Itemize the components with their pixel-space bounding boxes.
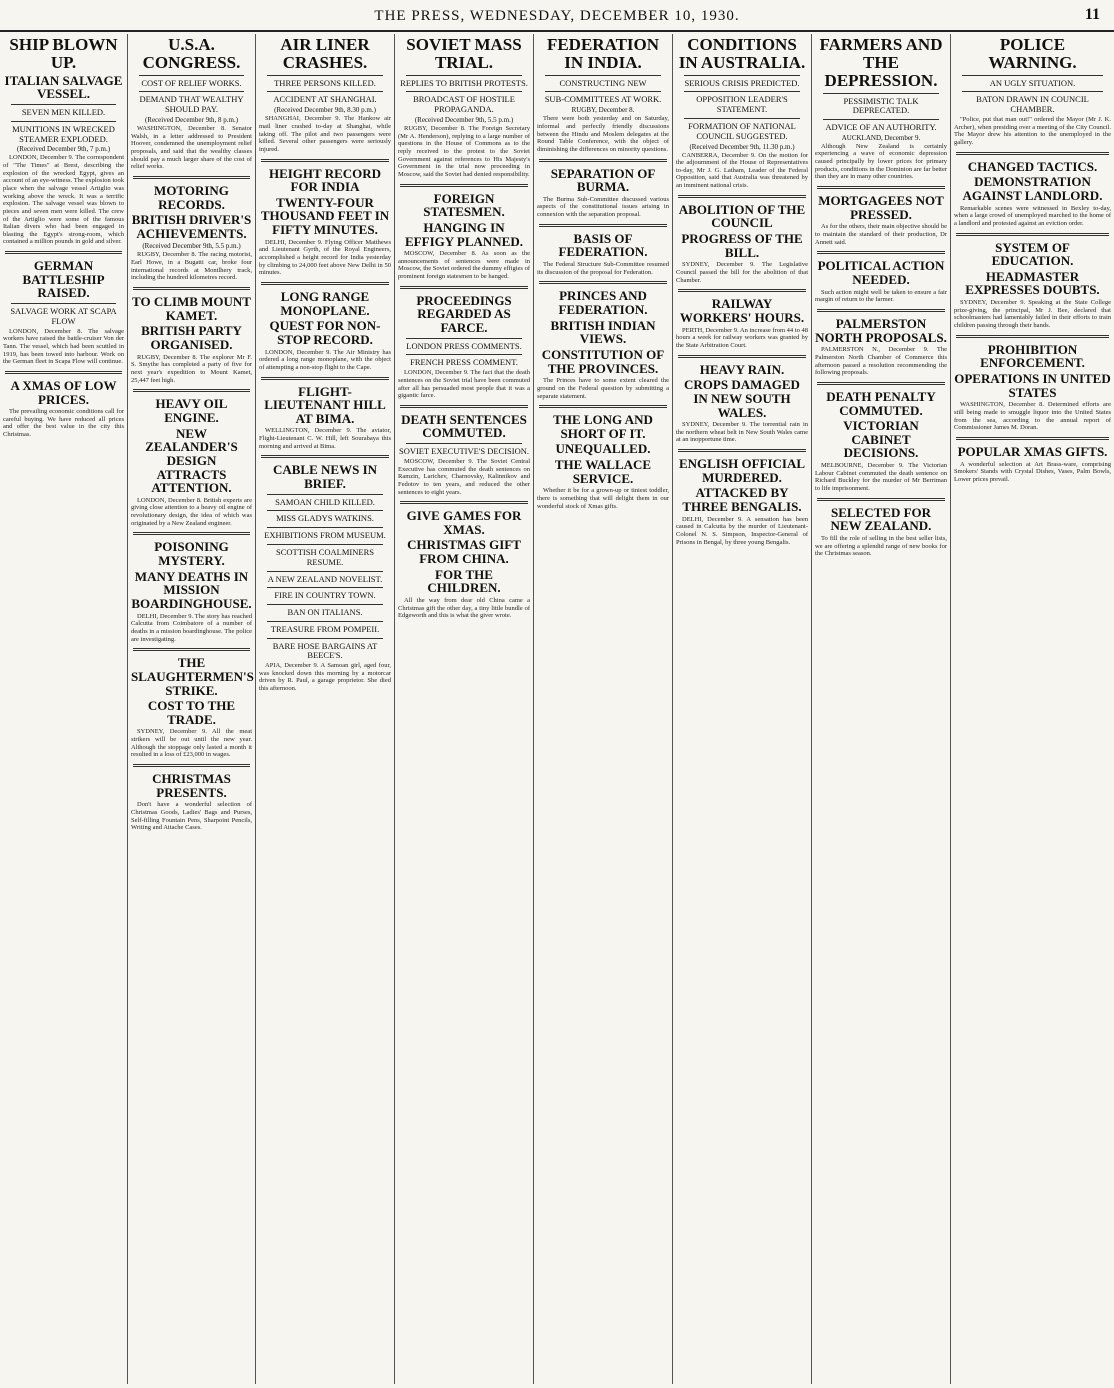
article-headline: GIVE GAMES FOR XMAS. [406, 508, 522, 537]
article-subheadline: CONSTRUCTING NEW [559, 77, 647, 88]
subhead-rule [823, 119, 939, 120]
subhead-rule [11, 104, 116, 105]
article-body [954, 461, 1111, 484]
article-paragraph: MOSCOW, December 8. As soon as the announcements of sentences were made in Moscow, the Soviet ordered the dummy effigies of prominent foreign statesmen to be hanged. [398, 250, 530, 281]
article-headline: DEATH PENALTY COMMUTED. [826, 388, 936, 418]
article-headline: A XMAS OF LOW PRICES. [10, 377, 117, 407]
article-subheadline: BARE HOSE BARGAINS AT BEECE'S. [272, 640, 378, 661]
article-body [676, 261, 808, 284]
article-subheadline: A NEW ZEALAND NOVELIST. [267, 573, 383, 584]
article-body [815, 462, 947, 493]
article-body [131, 125, 252, 171]
article-headline: FOREIGN STATESMEN. [423, 190, 505, 220]
article-headline: BRITISH DRIVER'S ACHIEVEMENTS. [131, 212, 252, 241]
article-paragraph: MELBOURNE, December 9. The Victorian Labour Cabinet commuted the death sentence on Richard Buckley for the murder of Mr Berriman to life imprisonment. [815, 462, 947, 493]
article-subheadline: EXHIBITIONS FROM MUSEUM. [264, 530, 386, 541]
article-headline: SELECTED FOR NEW ZEALAND. [830, 504, 932, 534]
subhead-rule [11, 303, 116, 304]
dateline: (Received December 9th, 7 p.m.) [16, 145, 111, 154]
dateline: (Received December 9th, 8 p.m.) [144, 115, 239, 124]
section-divider [261, 159, 389, 162]
subhead-rule [267, 621, 383, 622]
masthead [0, 0, 1114, 32]
section-divider [817, 498, 945, 501]
section-divider [261, 282, 389, 285]
subhead-rule [267, 494, 383, 495]
section-divider [817, 186, 945, 189]
article-paragraph: Whether it be for a grown-up or tiniest toddler, there is something that will delight them in our wonderful stock of Xmas gifts. [537, 487, 669, 510]
subhead-rule [267, 604, 383, 605]
article-headline: SOVIET MASS TRIAL. [406, 35, 522, 72]
article-column [673, 34, 812, 1384]
article-headline: QUEST FOR NON-STOP RECORD. [269, 318, 381, 347]
article-column [951, 34, 1114, 1384]
article-subheadline: AN UGLY SITUATION. [989, 77, 1076, 88]
article-headline: POPULAR XMAS GIFTS. [957, 443, 1108, 459]
article-subheadline: BROADCAST OF HOSTILE PROPAGANDA. [413, 94, 515, 115]
article-paragraph: Such action might well be taken to ensure a fair margin of return to the farmer. [815, 288, 947, 304]
dateline: (Received December 9th, 8.30 p.m.) [274, 106, 376, 115]
article-paragraph: There were both yesterday and on Saturday, informal and perfectly friendly discussions between the Hindu and Moslem delegates at the Round Table Conference, with the object of diminishing the differences on minority questions. [537, 115, 669, 153]
article-headline: OPERATIONS IN UNITED STATES [954, 370, 1111, 400]
article-headline: HEAVY OIL ENGINE. [155, 396, 228, 425]
section-divider [678, 289, 806, 292]
article-column [0, 34, 128, 1384]
article-paragraph: LONDON, December 9. The fact that the death sentences on the Soviet trial have been commuted after all has persuaded most people that it was a gigantic farce. [398, 369, 530, 400]
article-headline: MORTGAGEES NOT PRESSED. [818, 193, 944, 222]
article-paragraph: SYDNEY, December 9. All the meat strikers will be out until the new year. Although the stoppage only lasted a month it resulted in a loss of £23,000 in wages. [131, 728, 252, 759]
article-column [534, 34, 673, 1384]
article-paragraph: Although New Zealand is certainly experiencing a wave of economic depression caused principally by lower prices for primary products, conditions in the Dominion are far better than they are in many other countries. [815, 142, 947, 181]
article-paragraph: SYDNEY, December 9. Speaking at the State College prize-giving, the principal, Mr J. Bee, declared that schoolmasters had lamentably failed in their efforts to train children passing through their hands. [954, 299, 1111, 330]
article-paragraph: To fill the role of selling in the best seller lists, we are offering a splendid range of new books for the Christmas season. [815, 534, 947, 558]
article-headline: PROHIBITION ENFORCEMENT. [980, 341, 1085, 371]
article-body [259, 239, 391, 277]
article-headline: PALMERSTON NORTH PROPOSALS. [815, 315, 947, 345]
article-headline: UNEQUALLED. [555, 441, 651, 457]
dateline: (Received December 9th, 5.5 p.m.) [414, 115, 514, 124]
subhead-rule [406, 354, 522, 355]
article-body [131, 613, 252, 644]
article-headline: CROPS DAMAGED IN NEW SOUTH WALES. [684, 377, 800, 420]
article-subheadline: FIRE IN COUNTRY TOWN. [274, 590, 376, 601]
article-headline: FLIGHT-LIEUTENANT HILL AT BIMA. [264, 383, 386, 426]
section-divider [539, 405, 667, 408]
section-divider [261, 455, 389, 458]
article-body [537, 115, 669, 153]
section-divider [133, 389, 250, 392]
article-column [256, 34, 395, 1384]
article-subheadline: SERIOUS CRISIS PREDICTED. [684, 77, 800, 88]
article-headline: SHIP BLOWN UP. [9, 35, 118, 72]
article-subheadline: FRENCH PRESS COMMENT. [410, 357, 518, 368]
section-divider [956, 335, 1109, 338]
subhead-rule [545, 75, 661, 76]
article-paragraph: RUGBY, December 8. The racing motorist, Earl Howe, in a Bugatti car, broke four international records at Montlhery track, including the hundred kilometres record. [131, 251, 252, 282]
article-body [815, 223, 947, 246]
article-paragraph: APIA, December 9. A Samoan girl, aged four, was knocked down this morning by a motorcar driven by R. Paul, a garage proprietor. She died this afternoon. [259, 662, 391, 693]
article-subheadline: FORMATION OF NATIONAL COUNCIL SUGGESTED. [688, 120, 796, 141]
subhead-rule [267, 91, 383, 92]
article-paragraph: "Police, put that man out!" ordered the Mayor (Mr J. K. Archer), when presiding over a meeting of the City Council. The Mayor drew his attention to the unemployed in the gallery. [954, 115, 1111, 146]
article-headline: CONSTITUTION OF THE PROVINCES. [541, 346, 665, 376]
article-paragraph: WASHINGTON, December 8. Determined efforts are still being made to smuggle liquor into the United States from the sea, according to the annual report of Commissioner James M. Doran. [954, 401, 1111, 432]
article-headline: VICTORIAN CABINET DECISIONS. [843, 418, 919, 461]
article-headline: ABOLITION OF THE COUNCIL [678, 201, 806, 231]
subhead-rule [684, 75, 800, 76]
article-body [537, 261, 669, 276]
article-headline: DEATH SENTENCES COMMUTED. [401, 411, 527, 441]
article-body [676, 516, 808, 547]
article-subheadline: SUB-COMMITTEES AT WORK. [544, 94, 662, 105]
section-divider [817, 251, 945, 254]
section-divider [539, 224, 667, 227]
article-paragraph: DELHI, December 9. Flying Officer Matthews and Lieutenant Gyrth, of the Royal Engineers, accomplished a height record for India yesterday by climbing to 24,000 feet above New Delhi in 50 minutes. [259, 238, 391, 277]
section-divider [956, 233, 1109, 236]
section-divider [261, 377, 389, 380]
article-body [676, 327, 808, 350]
article-body [131, 251, 252, 282]
article-headline: BRITISH INDIAN VIEWS. [550, 317, 656, 347]
article-body [3, 408, 124, 439]
subhead-rule [267, 510, 383, 511]
article-headline: CHRISTMAS GIFT FROM CHINA. [407, 537, 521, 567]
article-subheadline: TREASURE FROM POMPEII. [270, 623, 380, 634]
article-headline: HEADMASTER EXPRESSES DOUBTS. [965, 268, 1100, 298]
article-headline: POLICE WARNING. [988, 35, 1077, 72]
article-column [812, 34, 951, 1384]
section-divider [539, 159, 667, 162]
article-body [131, 354, 252, 385]
article-paragraph: LONDON, December 8. The salvage workers have raised the battle-cruiser Von der Tann. The vessel, which had been scuttled in 1919, has been towed into harbour. Work on the German fleet in Scapa Flow will continue. [3, 327, 124, 366]
article-subheadline: SAMOAN CHILD KILLED. [275, 496, 375, 507]
article-headline: U.S.A. CONGRESS. [142, 35, 241, 72]
article-headline: FOR THE CHILDREN. [427, 566, 501, 596]
article-paragraph: PALMERSTON N., December 9. The Palmerston North Chamber of Commerce this afternoon passed a resolution recommending the following proposals. [815, 346, 947, 377]
section-divider [956, 437, 1109, 440]
article-body [537, 487, 669, 510]
subhead-rule [267, 571, 383, 572]
article-body [954, 205, 1111, 228]
subhead-rule [267, 527, 383, 528]
article-headline: POISONING MYSTERY. [154, 539, 229, 569]
article-body [954, 401, 1111, 432]
article-headline: POLITICAL ACTION NEEDED. [817, 258, 945, 287]
article-headline: SEPARATION OF BURMA. [550, 165, 656, 195]
article-headline: PROGRESS OF THE BILL. [681, 231, 803, 260]
article-headline: ENGLISH OFFICIAL MURDERED. [678, 456, 806, 485]
article-body [131, 801, 252, 832]
article-headline: LONG RANGE MONOPLANE. [280, 288, 370, 318]
article-headline: ATTACKED BY THREE BENGALIS. [682, 485, 802, 515]
article-paragraph: SHANGHAI, December 9. The Hankow air mail liner crashed to-day at Shanghai, while taking off. The pilot and two passengers were killed. Several other passengers were seriously injured. [259, 115, 391, 153]
section-divider [678, 195, 806, 198]
section-divider [133, 532, 250, 535]
article-subheadline: OPPOSITION LEADER'S STATEMENT. [696, 94, 788, 115]
article-paragraph: The Federal Structure Sub-Committee resumed its discussion of the proposal for Federation. [537, 261, 669, 276]
article-headline: BRITISH PARTY ORGANISED. [141, 323, 242, 353]
article-headline: HEIGHT RECORD FOR INDIA [268, 165, 382, 195]
article-headline: PRINCES AND FEDERATION. [558, 288, 648, 317]
dateline: (Received December 9th, 11.30 p.m.) [689, 142, 795, 151]
article-subheadline: SCOTTISH COALMINERS RESUME. [276, 546, 374, 567]
article-headline: NEW ZEALANDER'S DESIGN ATTRACTS ATTENTION. [145, 425, 238, 496]
article-subheadline: SOVIET EXECUTIVE'S DECISION. [398, 446, 530, 457]
section-divider [400, 184, 528, 187]
masthead-title: THE PRESS, WEDNESDAY, DECEMBER 10, 1930. [374, 8, 740, 24]
article-headline: THE WALLACE SERVICE. [554, 457, 652, 486]
article-body [398, 597, 530, 620]
article-paragraph: CANBERRA, December 9. On the motion for the adjournment of the House of Representatives to-day, Mr J. G. Latham, Leader of the Federal Opposition, said that Australia was threatened by an imminent national crisis. [676, 151, 808, 190]
article-body [131, 728, 252, 759]
article-subheadline: SEVEN MEN KILLED. [21, 106, 106, 117]
article-body [815, 346, 947, 377]
article-body [3, 154, 124, 246]
article-paragraph: The Burma Sub-Committee discussed various aspects of the constitutional issues arising in connexion with the separation proposal. [537, 195, 669, 219]
article-body [398, 458, 530, 496]
subhead-rule [406, 75, 522, 76]
section-divider [817, 382, 945, 385]
subhead-rule [139, 75, 244, 76]
subhead-rule [684, 118, 800, 119]
article-headline: ITALIAN SALVAGE VESSEL. [4, 72, 123, 102]
article-body [259, 115, 391, 153]
article-headline: RAILWAY WORKERS' HOURS. [679, 296, 805, 325]
article-paragraph: LONDON, December 8. British experts are giving close attention to a heavy oil engine of revolutionary design, the idea of which was originated by a New Zealand engineer. [131, 496, 252, 527]
subhead-rule [267, 544, 383, 545]
article-headline: AIR LINER CRASHES. [280, 35, 370, 72]
section-divider [133, 287, 250, 290]
article-headline: CABLE NEWS IN BRIEF. [272, 462, 378, 492]
article-headline: THE SLAUGHTERMEN'S STRIKE. [131, 655, 254, 698]
article-headline: THE LONG AND SHORT OF IT. [553, 412, 653, 441]
section-divider [400, 501, 528, 504]
section-divider [5, 251, 122, 254]
subhead-rule [406, 91, 522, 92]
article-body [259, 349, 391, 372]
section-divider [678, 449, 806, 452]
section-divider [133, 648, 250, 651]
article-headline: PROCEEDINGS REGARDED AS FARCE. [416, 292, 512, 336]
section-divider [678, 355, 806, 358]
subhead-rule [406, 338, 522, 339]
section-divider [539, 281, 667, 284]
article-subheadline: SALVAGE WORK AT SCAPA FLOW [10, 306, 117, 326]
article-subheadline: MUNITIONS IN WRECKED STEAMER EXPLODED. [12, 123, 115, 144]
subhead-rule [267, 587, 383, 588]
article-paragraph: A wonderful selection at Art Brass-ware, comprising Smokers' Stands with Crystal Dishes, Vases, Palm Bowls, Lower prices prevail. [954, 460, 1111, 483]
article-paragraph: Don't have a wonderful selection of Christmas Goods, Ladies' Bags and Purses, Self-filling Fountain Pens, Sharpoint Pencils, Writing and Attache Cases. [131, 801, 252, 832]
subhead-rule [962, 75, 1103, 76]
article-subheadline: COST OF RELIEF WORKS. [141, 77, 242, 88]
article-paragraph: LONDON, December 9. The correspondent of "The Times" at Brest, describing the explosion of the wrecked Egypt, gives an account of an eye-witness. The explosion took place when the salvage vessel Artiglio was working above the wreck. It was a terrific explosion. The salvage vessel was blown to pieces and seven men were killed. The crew of the Artiglio were some of the famous Italian divers who had been engaged in blasting the Egypt's strong-room, which contained a million pounds in gold and silver. [3, 154, 124, 246]
article-headline: HEAVY RAIN. [699, 361, 785, 377]
article-body [537, 377, 669, 400]
article-paragraph: All the way from dear old China came a Christmas gift the other day, a tiny little bundle of Edgeworth and this is what the giver wrote. [398, 597, 530, 620]
article-headline: FEDERATION IN INDIA. [546, 35, 660, 72]
subhead-rule [962, 91, 1103, 92]
article-headline: BASIS OF FEDERATION. [558, 230, 648, 260]
article-headline: SYSTEM OF EDUCATION. [991, 239, 1074, 269]
article-headline: TO CLIMB MOUNT KAMET. [132, 294, 251, 323]
article-body [3, 328, 124, 366]
dateline: AUCKLAND, December 9. [841, 133, 921, 142]
article-body [259, 427, 391, 450]
article-subheadline: ACCIDENT AT SHANGHAI. [273, 94, 377, 105]
section-divider [400, 286, 528, 289]
article-headline: GERMAN BATTLESHIP RAISED. [22, 258, 105, 301]
section-divider [956, 152, 1109, 155]
article-headline: DEMONSTRATION AGAINST LANDLORD. [962, 174, 1103, 203]
article-headline: CHRISTMAS PRESENTS. [152, 771, 231, 800]
dateline: RUGBY, December 8. [571, 106, 635, 115]
article-paragraph: As for the others, their main objective should be to maintain the standard of their production, Dr Annett said. [815, 223, 947, 246]
article-headline: MANY DEATHS IN MISSION BOARDINGHOUSE. [131, 568, 252, 611]
section-divider [400, 405, 528, 408]
article-body [131, 497, 252, 528]
subhead-rule [267, 638, 383, 639]
article-paragraph: RUGBY, December 8. The Foreign Secretary (Mr A. Henderson), replying to a large number of questions in the House of Commons as to the reply received to the protest to the Soviet Government against references to His Majesty's Government in the trial now proceeding in Moscow, said the Soviet had denied responsibility. [398, 124, 530, 178]
article-subheadline: BATON DRAWN IN COUNCIL CHAMBER. [976, 94, 1089, 115]
article-body [398, 250, 530, 281]
article-subheadline: BAN ON ITALIANS. [287, 607, 363, 618]
article-body [676, 152, 808, 190]
article-paragraph: DELHI, December 9. The story has reached Calcutta from Coimbatore of a number of deaths in a mission boardinghouse. The police are investigating. [131, 612, 252, 643]
article-headline: HANGING IN EFFIGY PLANNED. [405, 219, 523, 249]
article-subheadline: DEMAND THAT WEALTHY SHOULD PAY. [139, 94, 244, 115]
article-subheadline: REPLIES TO BRITISH PROTESTS. [400, 77, 528, 88]
subhead-rule [684, 91, 800, 92]
article-paragraph: The Princes have to some extent cleared the ground on the Federal question by submitting a separate statement. [537, 377, 669, 400]
article-paragraph: PERTH, December 9. An increase from 44 to 48 hours a week for railway workers was granted by the State Arbitration Court. [676, 326, 808, 349]
article-body [537, 196, 669, 219]
subhead-rule [139, 91, 244, 92]
section-divider [5, 371, 122, 374]
article-column [128, 34, 256, 1384]
article-column [395, 34, 534, 1384]
article-paragraph: LONDON, December 9. The Air Ministry has ordered a long range monoplane, with the object of attempting a non-stop flight to the Cape. [259, 348, 391, 371]
subhead-rule [11, 121, 116, 122]
article-headline: MOTORING RECORDS. [154, 182, 229, 212]
article-body [676, 421, 808, 444]
article-paragraph: RUGBY, December 8. The explorer Mr F. S. Smythe has completed a party of five for next year's expedition to Mount Kamet, 25,447 feet high. [131, 353, 252, 384]
article-body [398, 369, 530, 400]
article-paragraph: SYDNEY, December 9. The torrential rain in the northern wheat belt in New South Wales came at an inopportune time. [676, 421, 808, 444]
article-paragraph: WASHINGTON, December 8. Senator Walsh, in a letter addressed to President Hoover, condemned the unemployment relief proposals, and said that the wealthy classes should pay a much larger share of the cost of relief works. [131, 124, 252, 171]
article-body [259, 662, 391, 693]
article-body [815, 535, 947, 558]
article-body [954, 116, 1111, 147]
subhead-rule [823, 93, 939, 94]
article-paragraph: The prevailing economic conditions call for careful buying. We have reduced all prices and offer the best value in the city this Christmas. [3, 408, 124, 439]
article-body [815, 289, 947, 304]
article-subheadline: ADVICE OF AN AUTHORITY. [825, 122, 937, 133]
article-paragraph: Remarkable scenes were witnessed in Bexley to-day, when a large crowd of unemployed marched to the home of a landlord and protested against an eviction order. [954, 204, 1111, 227]
article-subheadline: MISS GLADYS WATKINS. [276, 513, 374, 524]
article-paragraph: SYDNEY, December 9. The Legislative Council passed the bill for the abolition of that Chamber. [676, 261, 808, 284]
section-divider [133, 764, 250, 767]
subhead-rule [406, 443, 522, 444]
article-paragraph: DELHI, December 9. A sensation has been caused in Calcutta by the murder of Lieutenant-Colonel N. S. Simpson, Inspector-General of Prisons in Bengal, by three young Bengalis. [676, 515, 808, 546]
article-body [954, 299, 1111, 330]
article-headline: FARMERS AND THE DEPRESSION. [819, 35, 943, 90]
dateline: (Received December 9th, 5.5 p.m.) [142, 242, 241, 251]
article-subheadline: THREE PERSONS KILLED. [274, 77, 376, 88]
article-headline: CHANGED TACTICS. [967, 158, 1098, 174]
article-body [398, 125, 530, 179]
article-paragraph: WELLINGTON, December 9. The aviator, Flight-Lieutenant C. W. Hill, left Sourabaya this morning and arrived at Bima. [259, 427, 391, 450]
subhead-rule [267, 75, 383, 76]
page-number: 11 [1084, 6, 1100, 23]
article-body [815, 143, 947, 181]
article-headline: COST TO THE TRADE. [147, 698, 236, 727]
article-headline: CONDITIONS IN AUSTRALIA. [678, 35, 806, 72]
article-paragraph: MOSCOW, December 9. The Soviet Central Executive has commuted the death sentences on Ramzin, Larichev, Charnovsky, Kalinnikov and Fedotov to ten years, and reduced the other sentences to eight years. [398, 457, 530, 496]
subhead-rule [545, 91, 661, 92]
article-headline: TWENTY-FOUR THOUSAND FEET IN FIFTY MINUTES. [260, 194, 390, 238]
article-subheadline: LONDON PRESS COMMENTS. [406, 340, 522, 351]
section-divider [133, 176, 250, 179]
article-subheadline: PESSIMISTIC TALK DEPRECATED. [843, 95, 919, 116]
section-divider [817, 309, 945, 312]
